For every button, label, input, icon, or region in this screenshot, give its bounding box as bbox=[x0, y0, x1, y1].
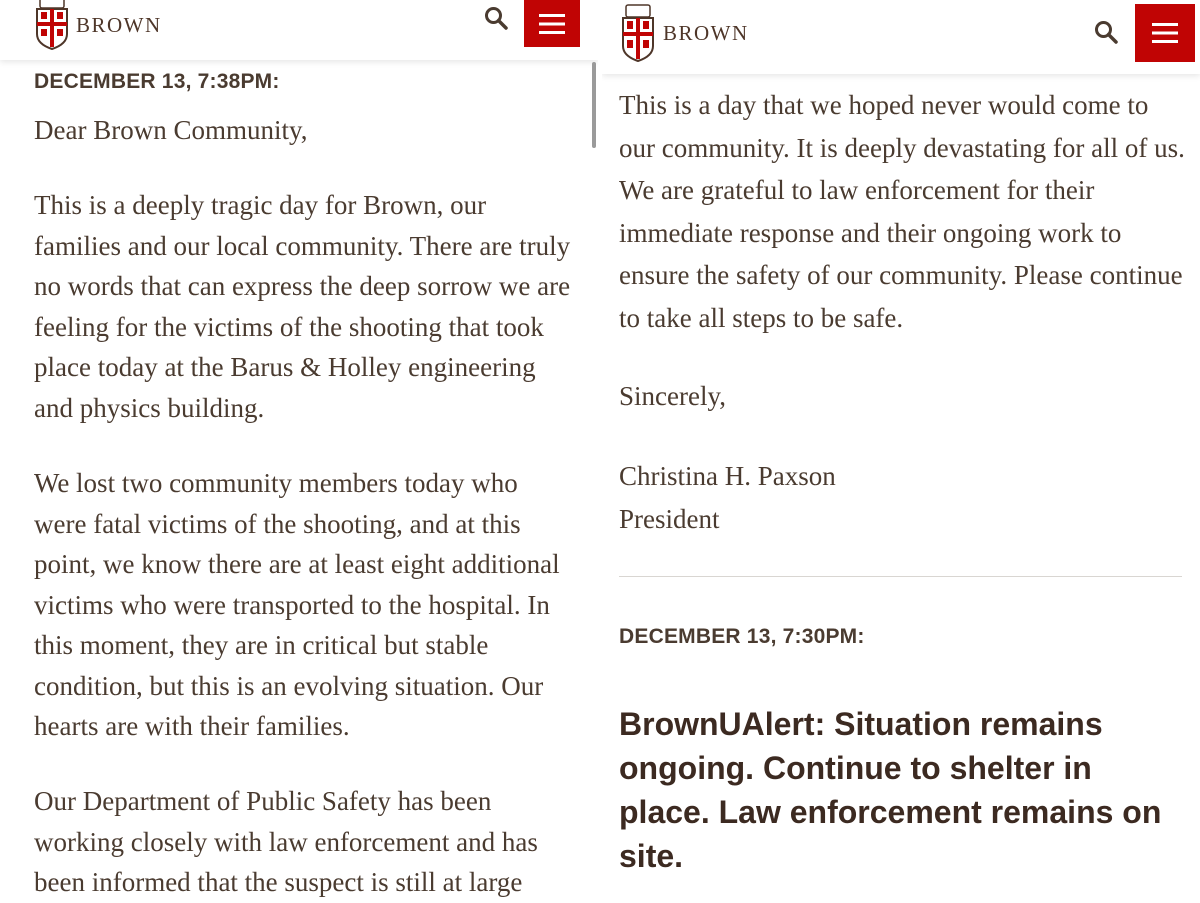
brown-logo[interactable] bbox=[619, 4, 749, 62]
brown-logo[interactable] bbox=[34, 0, 162, 50]
message-paragraph: We lost two community members today who were fatal victims of the shooting, and at this point, we know there are at least eight additional victims who were transported to the hospital. In this moment, they are in critical but stable condition, but this is an evolving situation. Our hearts are with their families. bbox=[34, 468, 560, 741]
post-date-heading: DECEMBER 13, 7:30PM: bbox=[619, 625, 865, 648]
salutation: Dear Brown Community, bbox=[34, 115, 308, 145]
menu-button[interactable] bbox=[524, 0, 580, 47]
brand-wordmark: BROWN bbox=[76, 12, 162, 37]
brand-wordmark: BROWN bbox=[663, 20, 749, 45]
scrollbar[interactable] bbox=[592, 62, 596, 148]
message-paragraph: This is a deeply tragic day for Brown, our families and our local community. There are truly no words that can express the deep sorrow we are feeling for the victims of the shooting that took place today at the Barus & Holley engineering and physics building. bbox=[34, 190, 571, 423]
hamburger-menu-icon bbox=[539, 13, 565, 35]
search-button[interactable] bbox=[1094, 20, 1118, 49]
search-icon bbox=[1094, 20, 1118, 44]
search-button[interactable] bbox=[484, 6, 508, 35]
brown-shield-logo-icon bbox=[619, 4, 657, 62]
site-header bbox=[602, 0, 1200, 74]
brown-shield-logo-icon bbox=[34, 0, 70, 50]
alert-message: BrownUAlert: Situation remains ongoing. Continue to shelter in place. Law enforcement remains on site. bbox=[619, 706, 1162, 874]
post-date-heading: DECEMBER 13, 7:38PM: bbox=[34, 70, 280, 93]
signature-name: Christina H. Paxson bbox=[619, 461, 836, 491]
menu-button[interactable] bbox=[1135, 4, 1195, 62]
right-screenshot-panel bbox=[602, 0, 1200, 903]
search-icon bbox=[484, 6, 508, 30]
section-divider bbox=[619, 576, 1182, 577]
left-screenshot-panel bbox=[0, 0, 598, 903]
signature-title: President bbox=[619, 504, 720, 534]
site-header bbox=[0, 0, 598, 60]
hamburger-menu-icon bbox=[1152, 22, 1178, 44]
message-paragraph: Our Department of Public Safety has been working closely with law enforcement and has been informed that the suspect is still at large bbox=[34, 786, 538, 897]
closing: Sincerely, bbox=[619, 381, 726, 411]
message-paragraph: This is a day that we hoped never would come to our community. It is deeply devastating for all of us. We are grateful to law enforcement for their immediate response and their ongoing work to ensure the safety of our community. Please continue to take all steps to be safe. bbox=[619, 90, 1185, 333]
